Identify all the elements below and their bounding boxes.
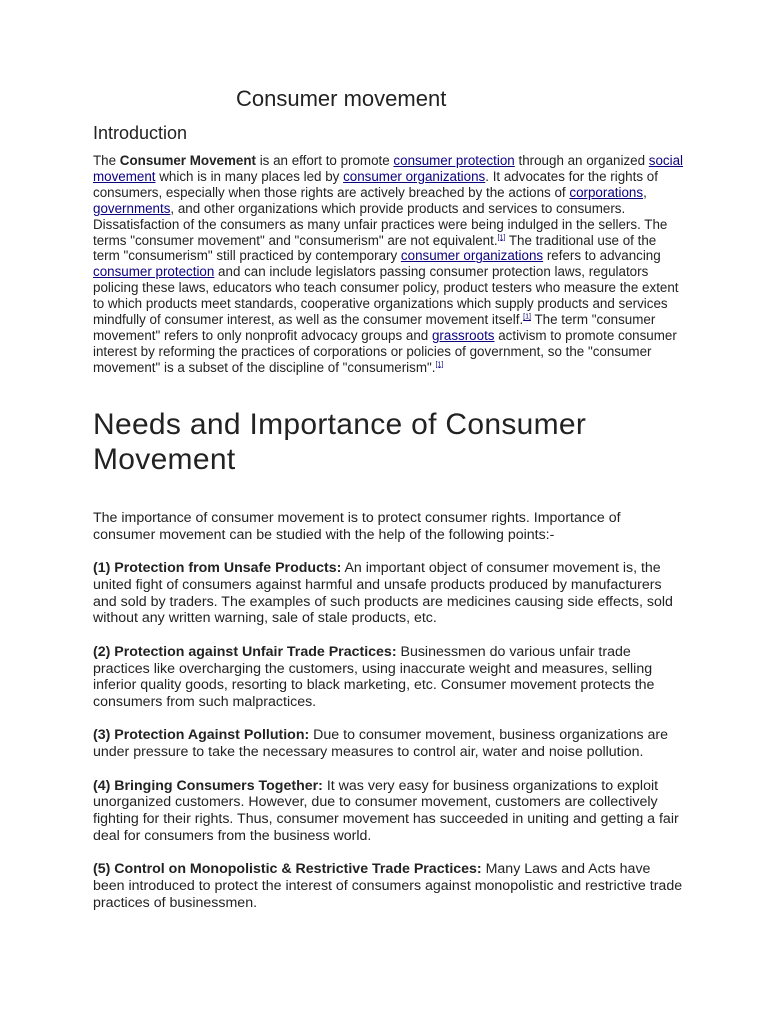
link-social-movement[interactable]: social movement — [93, 153, 684, 184]
intro-heading: Introduction — [93, 123, 188, 143]
point-text: It was very easy for business organizations to exploit unorganized customers. However, due to consumer movement, customers are collectively fighting for their rights. Thus, consumer movement has succeeded in uniting and getting a fair deal for consumers from the business world. — [93, 777, 679, 844]
point-item — [93, 861, 683, 911]
section-heading: Needs and Importance of Consumer Movement — [93, 408, 587, 476]
link-consumer-protection[interactable]: consumer protection — [393, 153, 515, 168]
intro-text: The — [93, 153, 120, 168]
point-label: (2) Protection against Unfair Trade Practices: — [93, 643, 397, 660]
intro-text: , and other organizations which provide products and services to consumers. Dissatisfaction of the consumers as many unfair practices were being indulged in the sellers. The terms "consumer movement" and "consumerism" are not equivalent. — [93, 200, 668, 248]
link-consumer-organizations-2[interactable]: consumer organizations — [400, 248, 544, 264]
intro-text: refers to advancing — [543, 248, 661, 264]
point-item — [93, 644, 683, 711]
intro-bold-term: Consumer Movement — [119, 153, 256, 168]
link-governments[interactable]: governments — [93, 200, 171, 216]
reference-link[interactable]: [1] — [435, 361, 444, 369]
intro-text: which is in many places led by — [155, 168, 344, 184]
point-text: Due to consumer movement, business organizations are under pressure to take the necessary measures to control air, water and noise pollution. — [93, 727, 669, 761]
point-label: (4) Bringing Consumers Together: — [93, 777, 323, 794]
lead-paragraph: The importance of consumer movement is to protect consumer rights. Importance of consumer movement can be studied with the help of the following points:- — [93, 510, 621, 543]
intro-text: The traditional use of the term "consumerism" still practiced by contemporary — [93, 232, 657, 264]
point-text: Many Laws and Acts have been introduced to protect the interest of consumers against monopolistic and restrictive trade practices of businessmen. — [93, 861, 683, 911]
point-item — [93, 560, 683, 627]
reference-link[interactable]: [1] — [497, 234, 506, 242]
point-text: Businessmen do various unfair trade practices like overcharging the customers, using inaccurate weight and measures, selling inferior quality goods, resorting to black marketing, etc. Consumer movement protects the consumers from such malpractices. — [93, 643, 655, 711]
intro-text: activism to promote consumer interest by reforming the practices of corporations or policies of government, so the "consumer movement" is a subset of the discipline of "consumerism". — [93, 327, 677, 375]
link-corporations[interactable]: corporations — [569, 184, 644, 200]
section-body — [93, 510, 683, 928]
intro-text: is an effort to promote — [255, 153, 394, 168]
intro-text: The term "consumer movement" refers to only nonprofit advocacy groups and — [93, 312, 656, 343]
point-item — [93, 778, 683, 845]
link-consumer-protection-2[interactable]: consumer protection — [93, 264, 215, 280]
point-label: (1) Protection from Unsafe Products: — [93, 560, 342, 577]
intro-paragraph — [93, 153, 683, 376]
point-label: (3) Protection Against Pollution: — [93, 727, 310, 744]
link-grassroots[interactable]: grassroots — [431, 327, 495, 343]
intro-text: and can include legislators passing consumer protection laws, regulators policing these laws, educators who teach consumer policy, product testers who measure the extent to which products meet standards, cooperative organizations which supply products and services mindfully of consumer interest, as well as the consumer movement itself. — [93, 264, 679, 328]
intro-text: , — [643, 184, 647, 200]
intro-text: . It advocates for the rights of consumers, especially when those rights are actively breached by the actions of — [93, 168, 658, 200]
point-label: (5) Control on Monopolistic & Restrictive Trade Practices: — [93, 861, 482, 878]
page-title: Consumer movement — [236, 86, 447, 111]
point-text: An important object of consumer movement is, the united fight of consumers against harmful and unsafe products produced by manufacturers and sold by traders. The examples of such products are medicines causing side effects, sold without any written warning, sale of stale products, etc. — [93, 560, 673, 627]
link-consumer-organizations[interactable]: consumer organizations — [343, 168, 486, 184]
reference-link[interactable]: [1] — [523, 313, 531, 321]
point-item — [93, 727, 683, 761]
intro-text: through an organized — [514, 153, 649, 168]
